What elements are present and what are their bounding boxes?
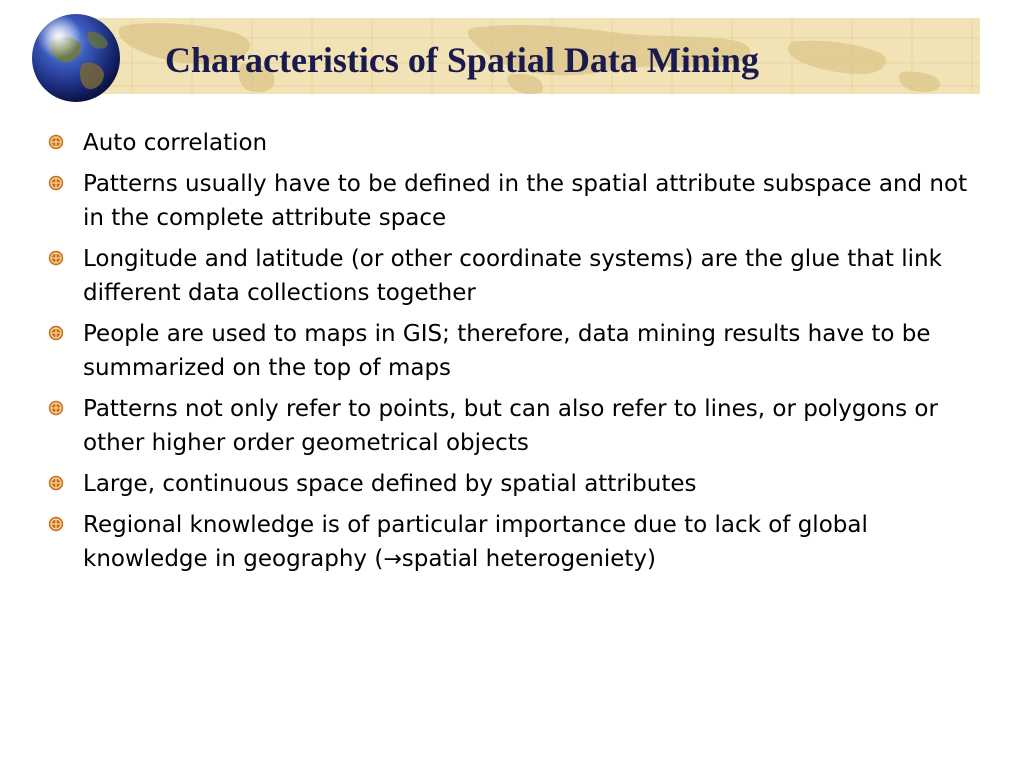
bullet-icon	[48, 516, 64, 532]
bullet-text: Auto correlation	[83, 130, 268, 156]
arrow-icon: →	[383, 547, 402, 572]
bullet-icon	[48, 475, 64, 491]
globe-icon	[30, 12, 122, 104]
bullet-item	[48, 242, 978, 310]
bullet-text: Longitude and latitude (or other coordinate systems) are the glue that link different data collections together	[83, 246, 942, 306]
bullet-list	[48, 126, 978, 584]
bullet-item	[48, 126, 978, 160]
bullet-icon	[48, 175, 64, 191]
bullet-icon	[48, 134, 64, 150]
bullet-item	[48, 467, 978, 501]
slide-title: Characteristics of Spatial Data Mining	[165, 40, 759, 80]
bullet-icon	[48, 250, 64, 266]
bullet-item	[48, 167, 978, 235]
bullet-icon	[48, 400, 64, 416]
bullet-icon	[48, 325, 64, 341]
bullet-item	[48, 392, 978, 460]
bullet-text: Patterns usually have to be defined in the spatial attribute subspace and not in the complete attribute space	[83, 171, 968, 231]
bullet-text: Patterns not only refer to points, but can also refer to lines, or polygons or other higher order geometrical objects	[83, 396, 938, 456]
bullet-text: Regional knowledge is of particular importance due to lack of global knowledge in geography (	[83, 512, 868, 572]
bullet-item	[48, 317, 978, 385]
bullet-text: Large, continuous space defined by spatial attributes	[83, 471, 697, 497]
bullet-item	[48, 508, 978, 577]
bullet-text: spatial heterogeniety)	[401, 546, 657, 572]
bullet-text: People are used to maps in GIS; therefore, data mining results have to be summarized on the top of maps	[83, 321, 931, 381]
